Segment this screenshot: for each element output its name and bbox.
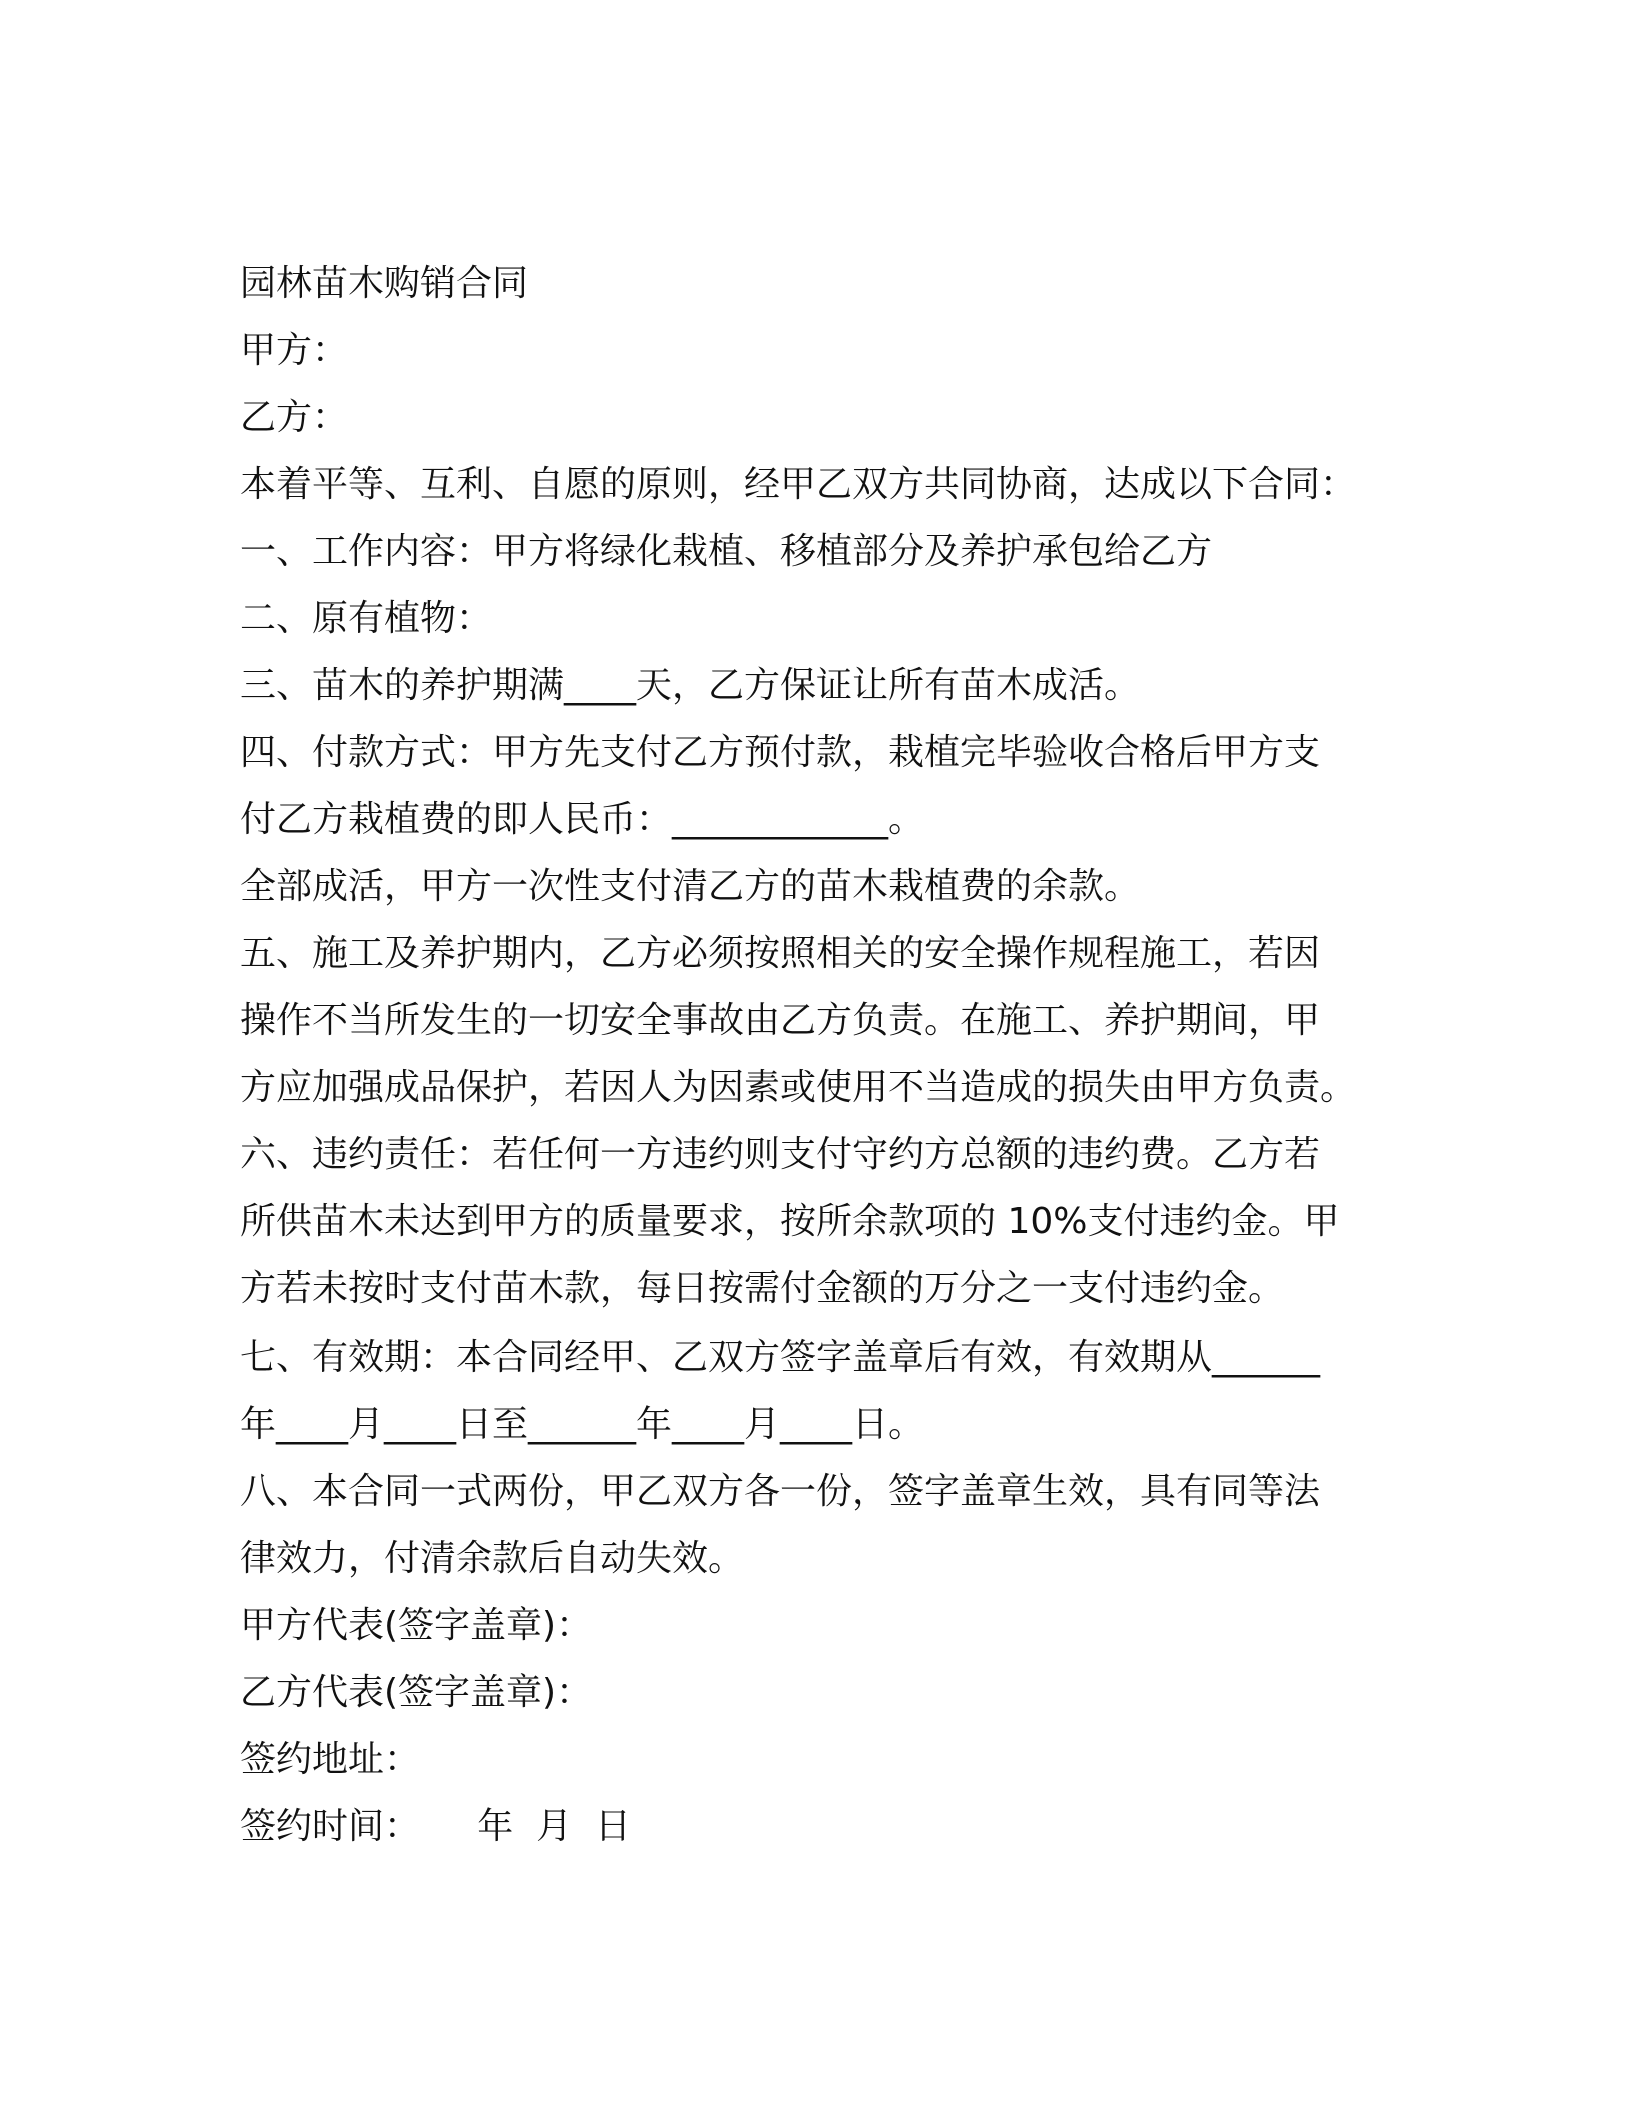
- clause-6-line-2: 所供苗木未达到甲方的质量要求，按所余款项的 10%支付违约金。甲: [240, 1201, 1340, 1242]
- clause-8-line-1: 八、本合同一式两份，甲乙双方各一份，签字盖章生效，具有同等法: [240, 1471, 1321, 1512]
- clause-5-line-1: 五、施工及养护期内，乙方必须按照相关的安全操作规程施工，若因: [240, 933, 1321, 974]
- clause-7-line-2: 年____月____日至______年____月____日。: [240, 1404, 924, 1445]
- clause-2: 二、原有植物：: [240, 598, 493, 639]
- party-b-line: 乙方：: [240, 397, 349, 438]
- signing-time: 签约时间： 年 月 日: [240, 1806, 631, 1847]
- contract-body: [240, 250, 1380, 1860]
- clause-5-line-3: 方应加强成品保护，若因人为因素或使用不当造成的损失由甲方负责。: [240, 1067, 1357, 1108]
- party-b-representative: 乙方代表(签字盖章)：: [240, 1672, 593, 1713]
- clause-4-line-2: 付乙方栽植费的即人民币：____________。: [240, 799, 925, 840]
- signing-place: 签约地址：: [240, 1739, 421, 1780]
- clause-3: 三、苗木的养护期满____天，乙方保证让所有苗木成活。: [240, 665, 1141, 706]
- party-a-line: 甲方：: [240, 330, 349, 371]
- clause-5-line-2: 操作不当所发生的一切安全事故由乙方负责。在施工、养护期间，甲: [240, 1000, 1321, 1041]
- clause-4-line-1: 四、付款方式：甲方先支付乙方预付款，栽植完毕验收合格后甲方支: [240, 732, 1321, 773]
- clause-6-line-3: 方若未按时支付苗木款，每日按需付金额的万分之一支付违约金。: [240, 1268, 1285, 1309]
- clause-7-line-1: 七、有效期：本合同经甲、乙双方签字盖章后有效，有效期从______: [240, 1337, 1321, 1378]
- clause-1: 一、工作内容：甲方将绿化栽植、移植部分及养护承包给乙方: [240, 531, 1213, 572]
- party-a-representative: 甲方代表(签字盖章)：: [240, 1605, 593, 1646]
- clause-6-line-1: 六、违约责任：若任何一方违约则支付守约方总额的违约费。乙方若: [240, 1134, 1321, 1175]
- clause-8-line-2: 律效力，付清余款后自动失效。: [240, 1538, 745, 1579]
- document-title: 园林苗木购销合同: [240, 263, 529, 304]
- preamble: 本着平等、互利、自愿的原则，经甲乙双方共同协商，达成以下合同：: [240, 464, 1357, 505]
- clause-4-line-3: 全部成活，甲方一次性支付清乙方的苗木栽植费的余款。: [240, 866, 1141, 907]
